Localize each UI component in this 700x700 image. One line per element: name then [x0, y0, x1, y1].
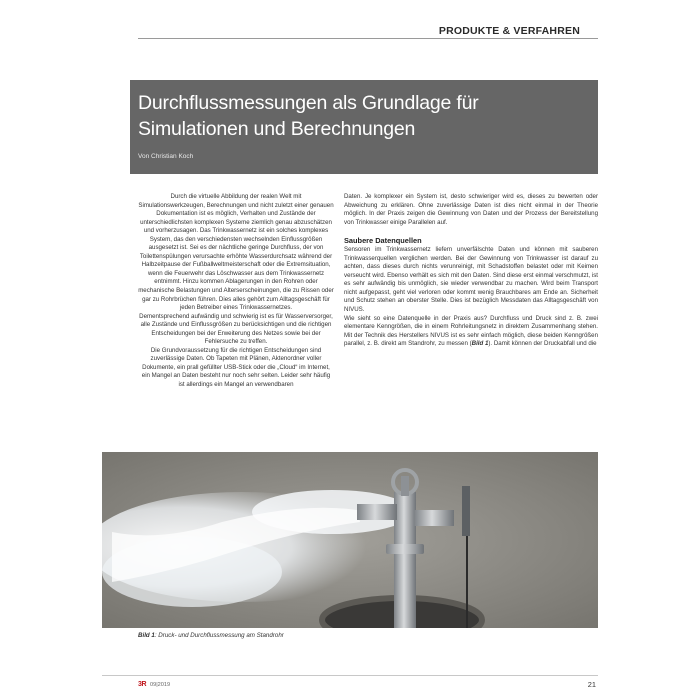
standpipe-outlet-left — [357, 504, 397, 520]
page-number: 21 — [587, 680, 596, 689]
standpipe-body — [394, 492, 416, 628]
figure-photo — [102, 452, 598, 628]
header-rule — [138, 38, 598, 39]
paragraph: Daten. Je komplexer ein System ist, desto schwieriger wird es, dieses zu bewerten oder Abweichung zu erklären. Ohne zuverlässige Daten ist dies nicht einmal in der Theorie möglich. In der Praxis zeigen die Gewinnung von Daten und der Prozess der Bereitstellung von Trinkwasser einige Parallelen auf. — [344, 193, 598, 226]
meter-cable — [466, 536, 468, 628]
paragraph: Die Grundvoraussetzung für die richtigen Entscheidungen sind zuverlässige Daten. Ob Tapeten mit Plänen, Aktenordner voller Dokumente, ein prall gefüllter USB-Stick oder die „Cloud“ im Internet, ein Mangel an Daten besteht nur noch sehr selten. Leider sehr häufig ist allerdings ein Mangel an verwendbaren — [141, 346, 331, 389]
standpipe-flange — [386, 544, 424, 554]
footer-rule — [102, 675, 598, 676]
section-label: PRODUKTE & VERFAHREN — [438, 25, 580, 37]
standpipe-illustration — [102, 452, 598, 628]
meter-sensor — [462, 486, 470, 536]
article-title: Durchflussmessungen als Grundlage für Simulationen und Berechnungen — [138, 92, 479, 140]
issue-number: 09|2019 — [150, 682, 171, 688]
byline: Von Christian Koch — [138, 153, 194, 160]
paragraph: Sensoren im Trinkwassernetz liefern unverfälschte Daten und können mit sauberen Trinkwasserquellen verglichen werden. Bei der Gewinnung von Trinkwasser ist darauf zu achten, dass dieses durch nichts verunreinigt, mit Schadstoffen belastet oder mit Keimen verseucht wird. Ebenso verhält es sich mit den Daten. Sind diese erst einmal verschmutzt, ist es sehr aufwändig bis unmöglich, sie wieder verwendbar zu machen. Wird beim Transport nicht aufgepasst, geht viel verloren oder kommt wenig Brauchbares am Ende an. Sicherheit und Schutz stehen an oberster Stelle. Dies ist bezüglich Messdaten das Alltagsgeschäft von NIVUS. — [344, 246, 598, 314]
figure-caption: Bild 1: Druck- und Durchflussmessung am Standrohr — [138, 632, 284, 639]
right-column — [344, 193, 598, 349]
section-heading: Saubere Datenquellen — [344, 236, 422, 246]
paragraph: Durch die virtuelle Abbildung der realen Welt mit Simulationswerkzeugen, Berechnungen und nicht zuletzt einer genauen Dokumentation ist es möglich, Verhalten und Zustände der unterschiedlichsten komplexen Systeme ziemlich genau abzuschätzen und vorherzusagen. Das Trinkwassernetz ist ein solches komplexes System, das den verschiedensten wechselnden Einflussgrößen ausgesetzt ist. Sei es der nächtliche geringe Durchfluss, der von Toilettenspülungen verursachte erhöhte Wasserdurchsatz während der Halbzeitpause der Fußballweltmeisterschaft oder die Extremsituation, wenn die Feuerwehr das Löschwasser aus dem Trinkwassernetz entnimmt. Hinzu kommen Ablagerungen in den Rohren oder mechanische Belastungen und Alterserscheinungen, die zu Rissen oder gar zu Rohrbrüchen führen. Dies alles gehört zum Alltagsgeschäft für jeden Betreiber eines Trinkwassernetzes. — [138, 193, 334, 312]
magazine-logo: 3R — [138, 681, 147, 688]
paragraph: Dementsprechend aufwändig und schwierig ist es für Wasserversorger, alle Zustände und Einflussgrößen zu berücksichtigen und die richtigen Entscheidungen bei der Erweiterung des Netzes sowie bei der Fehlersuche zu treffen. — [139, 312, 333, 346]
figure-reference: Bild 1 — [471, 340, 489, 348]
paragraph: Wie sieht so eine Datenquelle in der Praxis aus? Durchfluss und Druck sind z. B. zwei elementare Kenngrößen, die in einem Rohrleitungsnetz in direktem Zusammenhang stehen. Mit der Technik des Herstellers NIVUS ist es sehr einfach möglich, diese beiden Kenngrößen parallel, z. B. direkt am Standrohr, zu messen (Bild 1). Damit können der Druckabfall und die — [344, 314, 598, 348]
standpipe-outlet-right — [414, 510, 454, 526]
valve-spindle — [401, 476, 409, 496]
left-column — [138, 193, 334, 390]
